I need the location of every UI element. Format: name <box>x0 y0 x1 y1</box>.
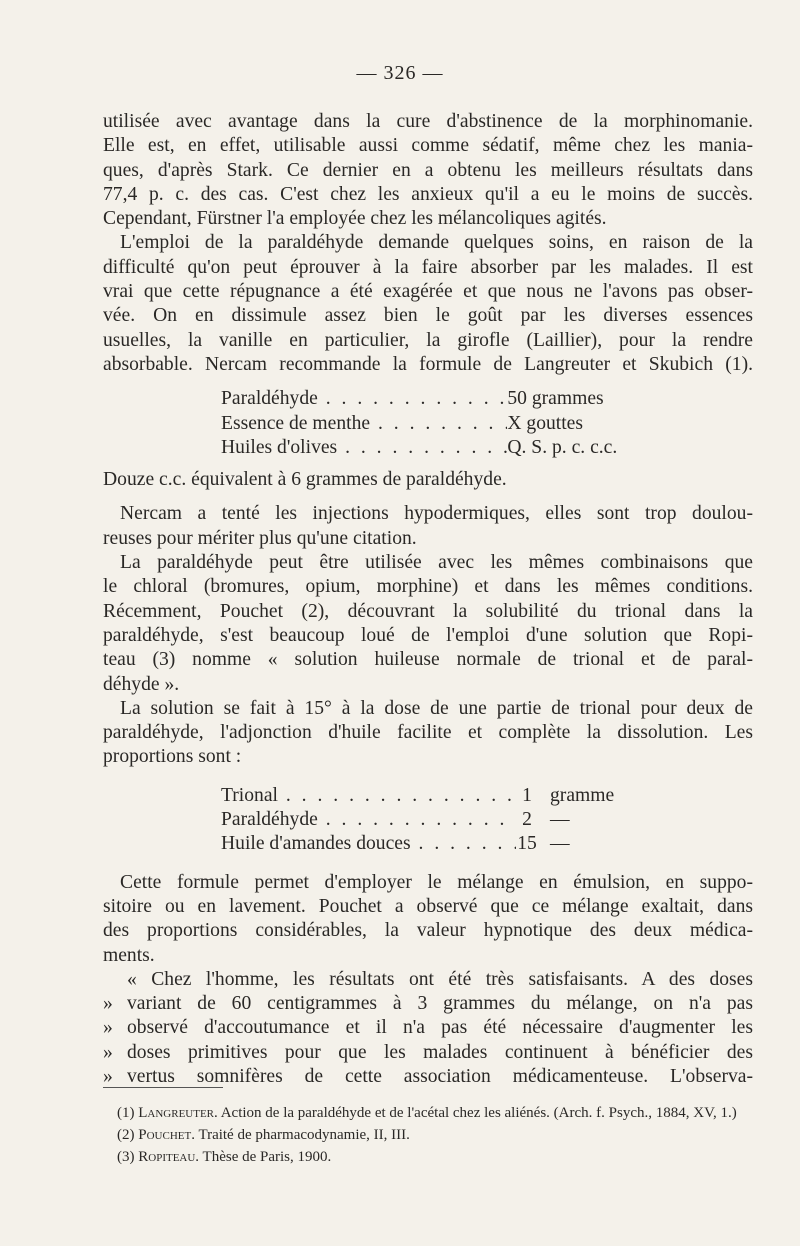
paragraph-5 <box>103 551 753 697</box>
ingredient-quantity: 2 <box>522 809 532 831</box>
footnote <box>117 1124 757 1146</box>
ingredient-quantity: 50 grammes <box>507 388 604 410</box>
paragraph-3 <box>103 468 753 492</box>
recipe-row <box>221 412 641 436</box>
paragraph-6 <box>103 697 753 770</box>
footnote-number: (1) <box>117 1105 135 1121</box>
quote-mark: » <box>103 1041 113 1063</box>
text-line: L'emploi de la paraldéhyde demande quelques soins, en raison de la <box>120 232 753 254</box>
ingredient-quantity: 1 <box>522 784 532 806</box>
footnote-author: Langreuter. <box>138 1105 218 1121</box>
text-line: ques, d'après Stark. Ce dernier en a obtenu les meilleurs résultats dans <box>103 159 753 181</box>
paragraph-2 <box>103 231 753 377</box>
recipe-pouchet <box>221 784 641 857</box>
body-text <box>103 110 753 1089</box>
footnote <box>117 1102 757 1124</box>
quote-line <box>103 992 753 1016</box>
quotation <box>103 968 753 1089</box>
text-line: Cependant, Fürstner l'a employée chez les mélancoliques agités. <box>103 208 607 230</box>
text-line: La paraldéhyde peut être utilisée avec les mêmes combinaisons que <box>120 552 753 574</box>
text-line: Cette formule permet d'employer le mélange en émulsion, en suppo- <box>120 871 753 893</box>
footnote-author: Ropiteau. <box>138 1149 200 1165</box>
text-line: proportions sont : <box>103 746 242 768</box>
quote-text: doses primitives pour que les malades continuent à bénéficier des <box>127 1041 753 1063</box>
quote-text: « Chez l'homme, les résultats ont été très satisfaisants. A des doses <box>127 968 753 990</box>
text-line: 77,4 p. c. des cas. C'est chez les anxieux qu'il a eu le moins de succès. <box>103 183 753 205</box>
paragraph-7 <box>103 871 753 968</box>
ingredient-quantity: X gouttes <box>507 412 584 434</box>
text-line: des proportions considérables, la valeur hypnotique des deux médica- <box>103 920 753 942</box>
text-line: sitoire ou en lavement. Pouchet a observé que ce mélange exaltait, dans <box>103 895 753 917</box>
ingredient-quantity: 15 <box>517 833 537 855</box>
ingredient-unit: — <box>550 833 570 855</box>
recipe-row <box>221 436 641 460</box>
footnote-author: Pouchet. <box>138 1127 195 1143</box>
text-line: paraldéhyde, l'adjonction d'huile facilite et complète la dissolution. Les <box>103 722 753 744</box>
text-line: absorbable. Nercam recommande la formule de Langreuter et Skubich (1). <box>103 353 753 375</box>
footnote-number: (2) <box>117 1127 135 1143</box>
footnotes <box>117 1102 757 1168</box>
recipe-row <box>221 387 641 411</box>
footnote-text: Action de la paraldéhyde et de l'acétal chez les aliénés. (Arch. f. Psych., 1884, XV, 1.) <box>220 1105 737 1121</box>
quote-mark <box>103 968 127 992</box>
text-line: usuelles, la vanille en particulier, la girofle (Laillier), pour la rendre <box>103 329 753 351</box>
quote-mark: » <box>103 1065 113 1087</box>
paragraph-1 <box>103 110 753 231</box>
text-line: ments. <box>103 944 155 966</box>
quote-line <box>103 1016 753 1040</box>
text-line: Nercam a tenté les injections hypodermiques, elles sont trop doulou- <box>120 503 753 525</box>
ingredient-unit: gramme <box>550 784 615 806</box>
page-number: — 326 — <box>356 62 444 84</box>
quote-mark: » <box>103 993 113 1015</box>
text-line: vrai que cette répugnance a été exagérée et que nous ne l'avons pas obser- <box>103 281 753 303</box>
text-line: Douze c.c. équivalent à 6 grammes de paraldéhyde. <box>103 469 507 491</box>
recipe-row <box>221 808 641 832</box>
ingredient-name: Essence de menthe . . . <box>221 412 507 436</box>
quote-line <box>103 968 753 992</box>
ingredient-quantity: Q. S. p. c. c.c. <box>507 436 618 458</box>
ingredient-name: Paraldéhyde . . . <box>221 387 507 411</box>
footnote-divider <box>103 1087 223 1088</box>
ingredient-name: Huile d'amandes douces . . . <box>221 832 516 856</box>
quote-text: vertus somnifères de cette association médicamenteuse. L'observa- <box>127 1065 753 1087</box>
text-line: déhyde ». <box>103 673 180 695</box>
ingredient-name: Paraldéhyde . . . <box>221 808 516 832</box>
text-line: La solution se fait à 15° à la dose de une partie de trional pour deux de <box>120 697 753 719</box>
recipe-langreuter <box>221 387 641 460</box>
text-line: teau (3) nomme « solution huileuse normale de trional et de paral- <box>103 649 753 671</box>
text-line: difficulté qu'on peut éprouver à la faire absorber par les malades. Il est <box>103 256 753 278</box>
ingredient-name: Trional . . . <box>221 784 516 808</box>
ingredient-name: Huiles d'olives . . . <box>221 436 507 460</box>
footnote-text: Traité de pharmacodynamie, II, III. <box>198 1127 410 1143</box>
quote-mark: » <box>103 1017 113 1039</box>
text-line: reuses pour mériter plus qu'une citation. <box>103 527 417 549</box>
text-line: Elle est, en effet, utilisable aussi comme sédatif, même chez les mania- <box>103 135 753 157</box>
text-line: le chloral (bromures, opium, morphine) et dans les mêmes conditions. <box>103 576 753 598</box>
footnote-number: (3) <box>117 1149 135 1165</box>
quote-text: variant de 60 centigrammes à 3 grammes du mélange, on n'a pas <box>127 993 753 1015</box>
paragraph-4 <box>103 502 753 551</box>
quote-text: observé d'accoutumance et il n'a pas été nécessaire d'augmenter les <box>127 1017 753 1039</box>
footnote <box>117 1146 757 1168</box>
quote-line <box>103 1041 753 1065</box>
recipe-row <box>221 784 641 808</box>
recipe-row <box>221 832 641 856</box>
quote-line <box>103 1065 753 1089</box>
text-line: vée. On en dissimule assez bien le goût par les diverses essences <box>103 305 753 327</box>
ingredient-unit: — <box>550 809 570 831</box>
footnote-text: Thèse de Paris, 1900. <box>202 1149 332 1165</box>
text-line: Récemment, Pouchet (2), découvrant la solubilité du trional dans la <box>103 600 753 622</box>
text-line: paraldéhyde, s'est beaucoup loué de l'emploi d'une solution que Ropi- <box>103 624 753 646</box>
text-line: utilisée avec avantage dans la cure d'abstinence de la morphinomanie. <box>103 111 753 132</box>
